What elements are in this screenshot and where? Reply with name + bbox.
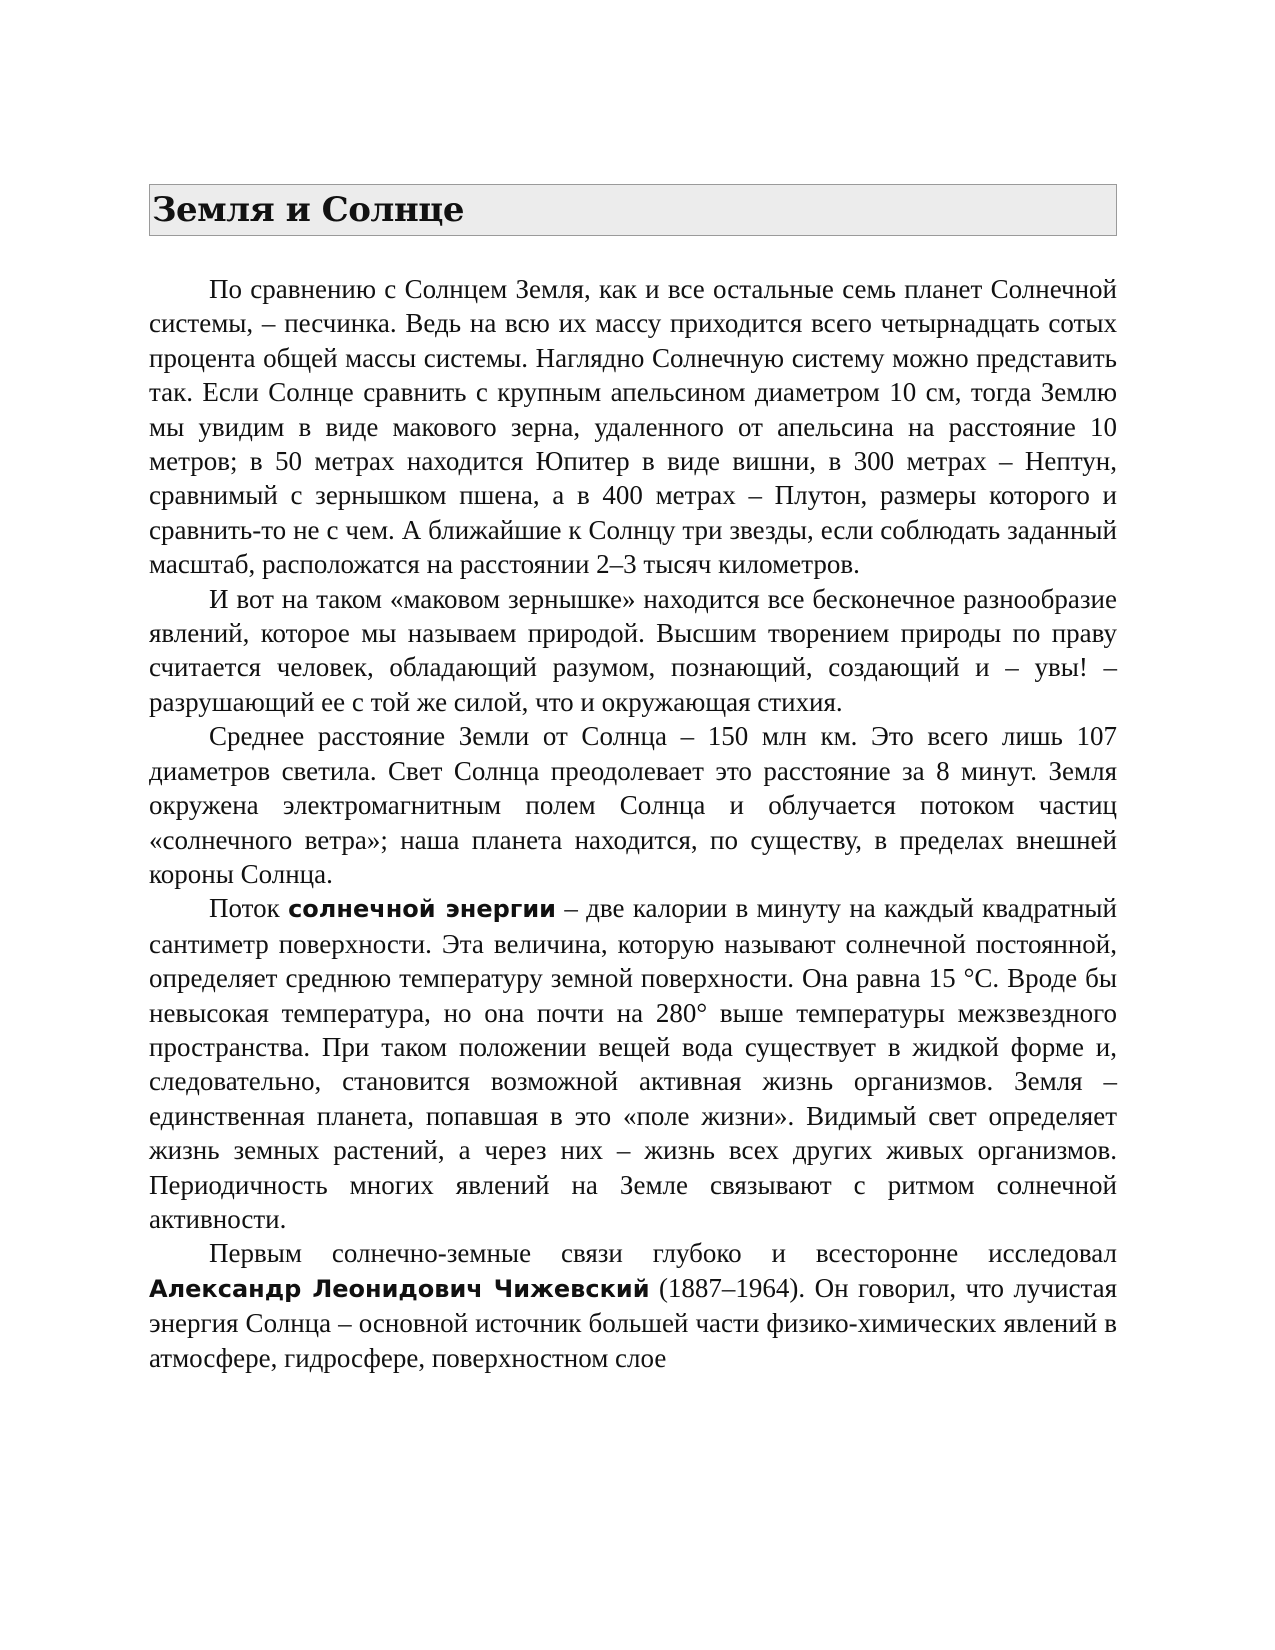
paragraph-text: И вот на таком «маковом зернышке» находится все бесконечное разнообразие явлений, которое мы называем природой. Высшим творением природы по праву считается человек, обладающий разумом, познающий, создающий и – увы! – разрушающий ее с той же силой, что и окружающая стихия. xyxy=(149,583,1117,717)
body-text xyxy=(149,272,1117,1375)
paragraph-text-before: Первым солнечно-земные связи глубоко и всесторонне исследовал xyxy=(209,1238,1117,1269)
paragraph-2 xyxy=(149,582,1117,720)
paragraph-4 xyxy=(149,891,1117,1236)
paragraph-text-before: Поток xyxy=(209,893,289,924)
paragraph-5 xyxy=(149,1236,1117,1375)
bold-term-solar-energy: солнечной энергии xyxy=(288,895,556,924)
bold-name-chizhevsky: Александр Леонидович Чижевский xyxy=(149,1274,650,1303)
paragraph-text-after: (1887–1964). Он говорил, что лучистая энергия Солнца – основной источник большей части физико-химических явлений в атмосфере, гидросфере, поверхностном слое xyxy=(149,1272,1118,1373)
paragraph-3 xyxy=(149,719,1117,891)
paragraph-text: Среднее расстояние Земли от Солнца – 150 млн км. Это всего лишь 107 диаметров светила. Свет Солнца преодолевает это расстояние за 8 минут. Земля окружена электромагнитным полем Солнца и облучается потоком частиц «солнечного ветра»; наша планета находится, по существу, в пределах внешней короны Солнца. xyxy=(149,721,1117,889)
section-heading-box xyxy=(149,184,1117,236)
paragraph-text: По сравнению с Солнцем Земля, как и все остальные семь планет Солнечной системы, – песчинка. Ведь на всю их массу приходится всего четырнадцать сотых процента общей массы системы. Наглядно Солнечную систему можно представить так. Если Солнце сравнить с крупным апельсином диаметром 10 см, тогда Землю мы увидим в виде макового зерна, удаленного от апельсина на расстояние 10 метров; в 50 метрах находится Юпитер в виде вишни, в 300 метрах – Нептун, сравнимый с зернышком пшена, а в 400 метрах – Плутон, размеры которого и сравнить-то не с чем. А ближайшие к Солнцу три звезды, если соблюдать заданный масштаб, расположатся на расстоянии 2–3 тысяч километров. xyxy=(149,274,1117,580)
paragraph-1 xyxy=(149,272,1117,582)
section-title: Земля и Солнце xyxy=(152,190,465,230)
document-page xyxy=(149,184,1117,1375)
paragraph-text-after: – две калории в минуту на каждый квадратный сантиметр поверхности. Эта величина, которую называют солнечной постоянной, определяет среднюю температуру земной поверхности. Она равна 15 °С. Вроде бы невысокая температура, но она почти на 280° выше температуры межзвездного пространства. При таком положении вещей вода существует в жидкой форме и, следовательно, становится возможной активная жизнь организмов. Земля – единственная планета, попавшая в это «поле жизни». Видимый свет определяет жизнь земных растений, а через них – жизнь всех других живых организмов. Периодичность многих явлений на Земле связывают с ритмом солнечной активности. xyxy=(149,893,1117,1234)
